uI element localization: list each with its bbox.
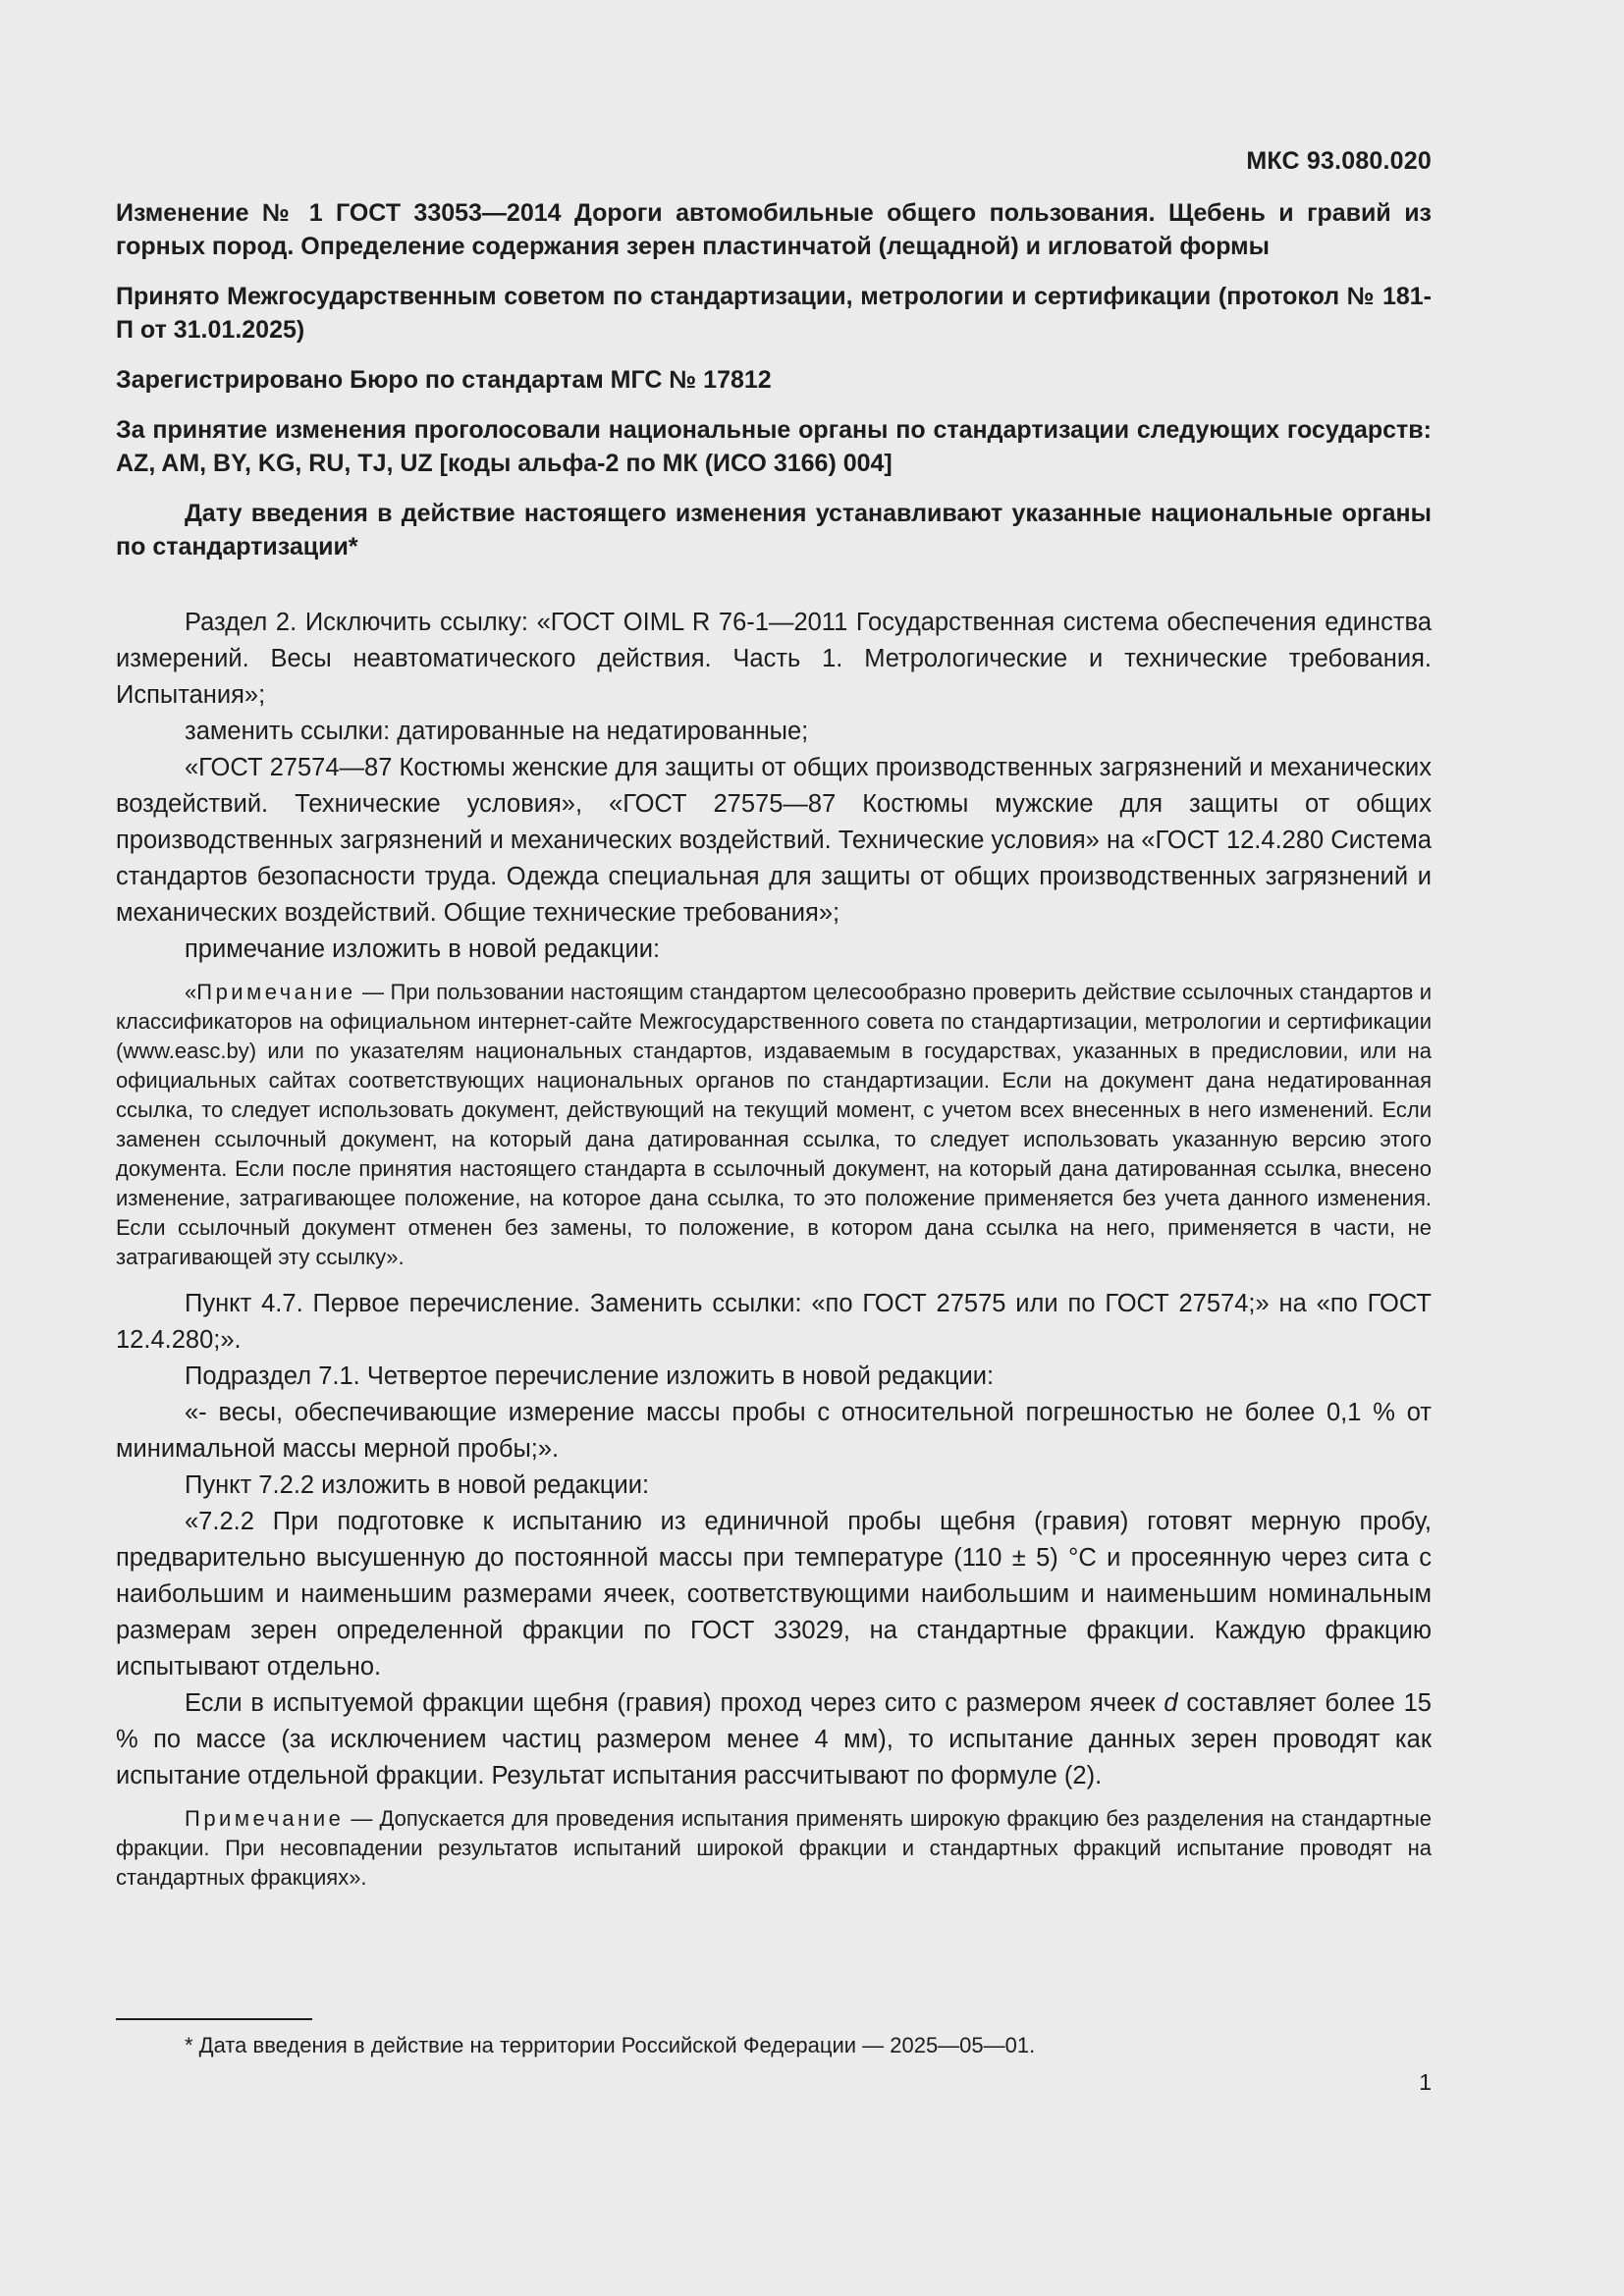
note2-body: — Допускается для проведения испытания применять широкую фракцию без разделения на стандартные фракции. При несовпадении результатов испытаний широкой фракции и стандартных фракций испытание проводят на стандартных фракциях». xyxy=(116,1806,1432,1890)
p2-after: составляет более 15 % по массе (за исключением частиц размером менее 4 мм), то испытание данных зерен проводят как испытание отдельной фракции. Результат испытания рассчитывают по формуле (2). xyxy=(116,1689,1432,1789)
p2-variable: d xyxy=(1164,1689,1178,1717)
scales-requirement: «- весы, обеспечивающие измерение массы пробы с относительной погрешностью не более 0,1 % от минимальной массы мерной пробы;». xyxy=(116,1399,1432,1463)
page-number: 1 xyxy=(1419,2069,1432,2095)
p2-before: Если в испытуемой фракции щебня (гравия) проход через сито с размером ячеек xyxy=(185,1689,1164,1717)
effective-date-statement: Дату введения в действие настоящего изменения устанавливают указанные национальные органы по стандартизации* xyxy=(116,500,1432,561)
item-4-7: Пункт 4.7. Первое перечисление. Заменить ссылки: «по ГОСТ 27575 или по ГОСТ 27574;» на «по ГОСТ 12.4.280;». xyxy=(116,1290,1432,1354)
section2-refs-text: «ГОСТ 27574—87 Костюмы женские для защиты от общих производственных загрязнений и механических воздействий. Технические условия», «ГОСТ 27575—87 Костюмы мужские для защиты от общих производственных загрязнений и механических воздействий. Технические условия» на «ГОСТ 12.4.280 Система стандартов безопасности труда. Одежда специальная для защиты от общих производственных загрязнений и механических воздействий. Общие технические требования»; xyxy=(116,754,1432,927)
document-page xyxy=(116,0,1432,2296)
section2-note-intro: примечание изложить в новой редакции: xyxy=(185,935,661,963)
section2-replace-refs: заменить ссылки: датированные на недатированные; xyxy=(185,718,809,745)
amendment-body xyxy=(116,605,1432,1893)
footnote-divider xyxy=(116,2018,312,2020)
item-7-2-2-paragraph-1: «7.2.2 При подготовке к испытанию из единичной пробы щебня (гравия) готовят мерную пробу, предварительно высушенную до постоянной массы при температуре (110 ± 5) °С и просеянную через сита с наибольшим и наименьшим размерами ячеек, соответствующими наибольшим и наименьшим номинальным размерам зерен определенной фракции по ГОСТ 33029, на стандартные фракции. Каждую фракцию испытывают отдельно. xyxy=(116,1508,1432,1681)
item-7-2-2-note xyxy=(116,1804,1432,1893)
adopted-statement: Принято Межгосударственным советом по стандартизации, метрологии и сертификации (протокол № 181-П от 31.01.2025) xyxy=(116,283,1432,344)
mks-code: МКС 93.080.020 xyxy=(1246,147,1432,175)
note2-label: Примечание xyxy=(185,1806,345,1831)
amendment-title: Изменение № 1 ГОСТ 33053—2014 Дороги автомобильные общего пользования. Щебень и гравий из горных пород. Определение содержания зерен пластинчатой (лещадной) и игловатой формы xyxy=(116,199,1432,260)
note-open-quote: « xyxy=(185,980,197,1004)
note-label: Примечание xyxy=(196,980,356,1004)
section2-exclude: Раздел 2. Исключить ссылку: «ГОСТ OIML R 76-1—2011 Государственная система обеспечения единства измерений. Весы неавтоматического действия. Часть 1. Метрологические и технические требования. Испытания»; xyxy=(116,609,1432,709)
voting-statement: За принятие изменения проголосовали национальные органы по стандартизации следующих государств: AZ, AM, BY, KG, RU, TJ, UZ [коды альфа-2 по МК (ИСО 3166) 004] xyxy=(116,416,1432,477)
item-7-2-2-paragraph-2 xyxy=(116,1685,1432,1794)
item-7-2-2-intro: Пункт 7.2.2 изложить в новой редакции: xyxy=(185,1471,650,1499)
subsection-7-1: Подраздел 7.1. Четвертое перечисление изложить в новой редакции: xyxy=(185,1362,995,1390)
section2-note xyxy=(116,978,1432,1272)
footnote: * Дата введения в действие на территории Российской Федерации — 2025—05—01. xyxy=(185,2033,1036,2057)
registration-statement: Зарегистрировано Бюро по стандартам МГС № 17812 xyxy=(116,366,772,394)
note-body: — При пользовании настоящим стандартом целесообразно проверить действие ссылочных стандартов и классификаторов на официальном интернет-сайте Межгосударственного совета по стандартизации, метрологии и сертификации (www.easc.by) или по указателям национальных стандартов, издаваемым в государствах, указанных в предисловии, или на официальных сайтах соответствующих национальных органов по стандартизации. Если на документ дана недатированная ссылка, то следует использовать документ, действующий на текущий момент, с учетом всех внесенных в него изменений. Если заменен ссылочный документ, на который дана датированная ссылка, то следует использовать указанную версию этого документа. Если после принятия настоящего стандарта в ссылочный документ, на который дана датированная ссылка, внесено изменение, затрагивающее положение, на которое дана ссылка, то это положение применяется без учета данного изменения. Если ссылочный документ отменен без замены, то положение, в котором дана ссылка на него, применяется в части, не затрагивающей эту ссылку». xyxy=(116,980,1432,1269)
